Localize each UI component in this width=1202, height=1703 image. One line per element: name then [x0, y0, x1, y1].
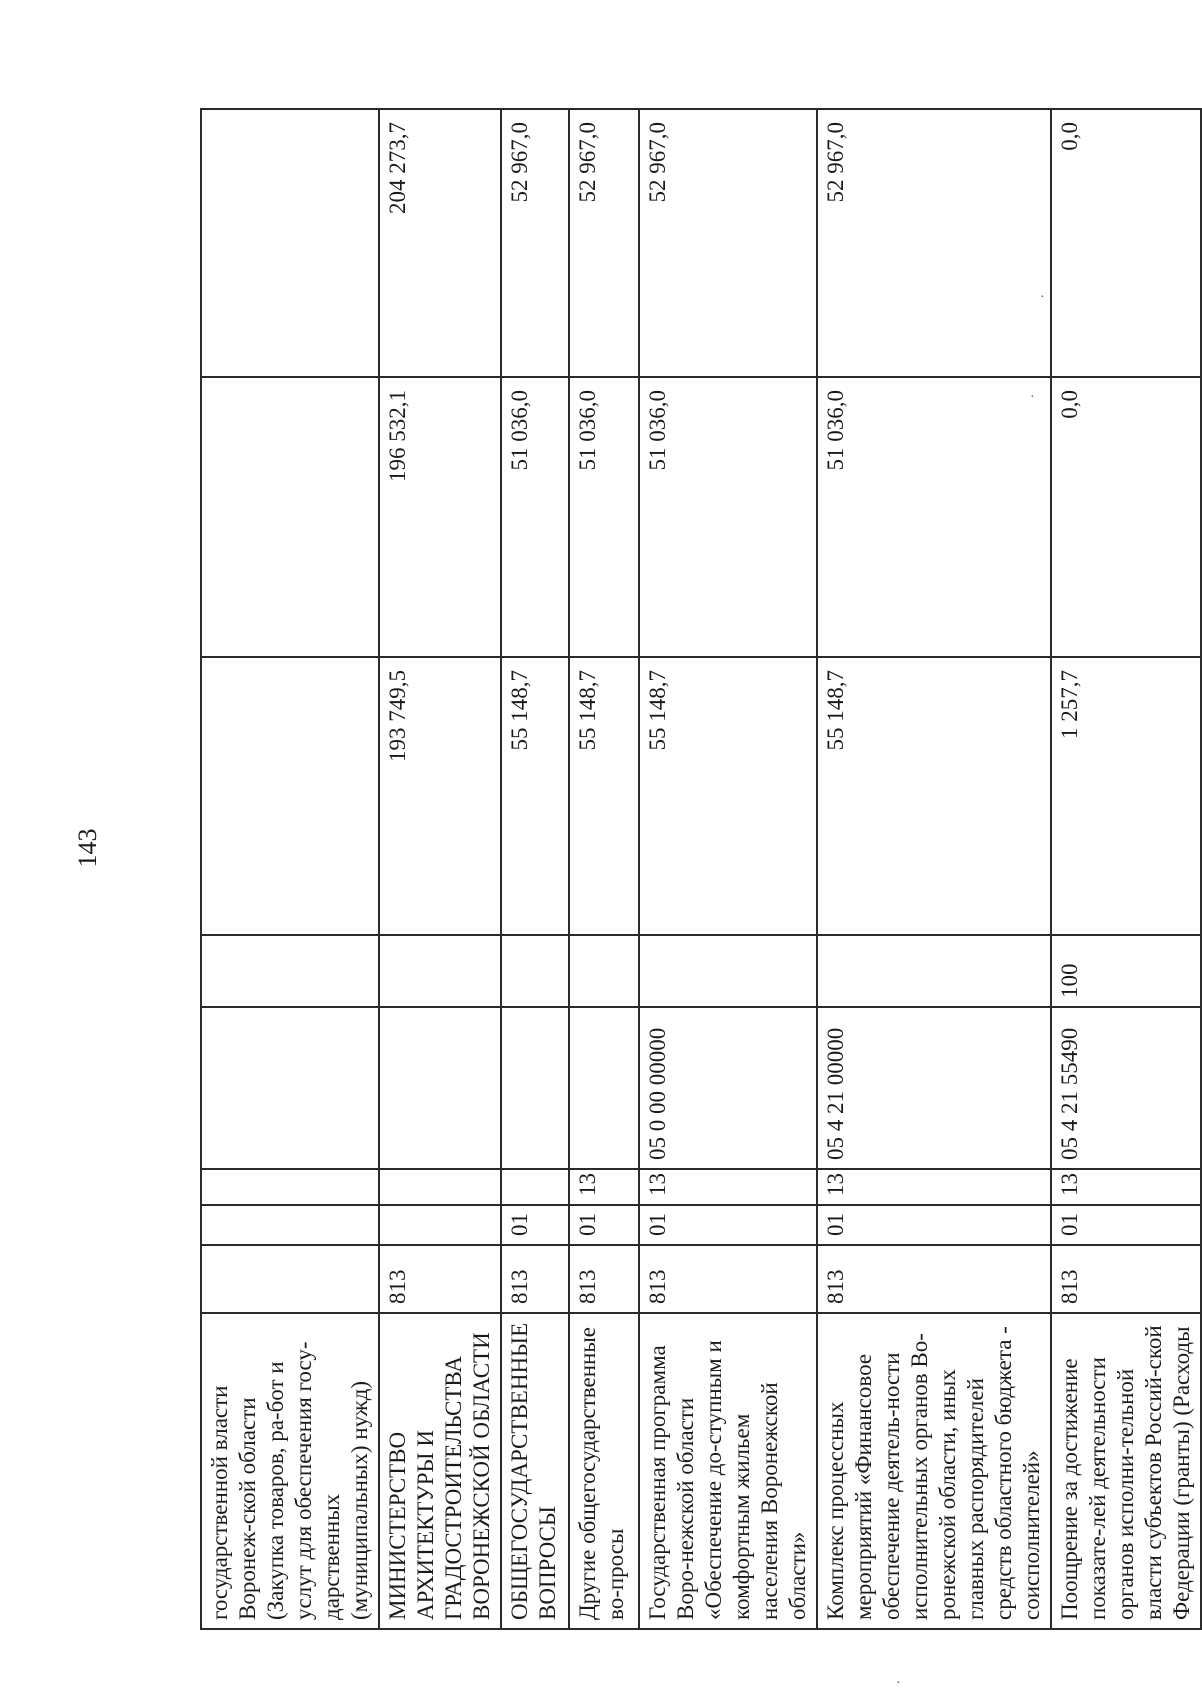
expense-type-cell: 100 [1051, 935, 1201, 1007]
row-name-cell: Другие общегосударственные во-просы [569, 1313, 639, 1629]
section-code-cell: 01 [639, 1205, 817, 1245]
budget-table [200, 108, 1202, 1630]
amount-year2-cell: 196 532,1 [379, 377, 501, 657]
amount-year1-cell: 193 749,5 [379, 657, 501, 935]
section-code-cell [379, 1205, 501, 1245]
target-article-cell: 05 4 21 00000 [817, 1007, 1051, 1169]
expense-type-cell [501, 935, 569, 1007]
amount-year3-cell: 52 967,0 [569, 109, 639, 377]
subsection-code-cell: 13 [817, 1169, 1051, 1205]
expense-type-cell [639, 935, 817, 1007]
table-row [569, 109, 639, 1629]
row-name-cell: ОБЩЕГОСУДАРСТВЕННЫЕ ВОПРОСЫ [501, 1313, 569, 1629]
amount-year2-cell: 0,0 [1051, 377, 1201, 657]
amount-year1-cell [201, 657, 379, 935]
row-name-cell: государственной власти Воронеж-ской области (Закупка товаров, ра-бот и услут для обеспечения госу-дарственных (муниципальных) нужд) [201, 1313, 379, 1629]
grbs-code-cell: 813 [379, 1245, 501, 1313]
section-code-cell: 01 [817, 1205, 1051, 1245]
amount-year2-cell: 51 036,0 [817, 377, 1051, 657]
amount-year1-cell: 55 148,7 [639, 657, 817, 935]
row-name-cell: МИНИСТЕРСТВО АРХИТЕКТУРЫ И ГРАДОСТРОИТЕЛЬСТВА ВОРОНЕЖСКОЙ ОБЛАСТИ [379, 1313, 501, 1629]
amount-year2-cell: 51 036,0 [569, 377, 639, 657]
amount-year2-cell: 51 036,0 [501, 377, 569, 657]
amount-year1-cell: 55 148,7 [569, 657, 639, 935]
target-article-cell: 05 4 21 55490 [1051, 1007, 1201, 1169]
table-row [817, 109, 1051, 1629]
expense-type-cell [569, 935, 639, 1007]
subsection-code-cell: 13 [569, 1169, 639, 1205]
amount-year3-cell: 204 273,7 [379, 109, 501, 377]
amount-year2-cell [201, 377, 379, 657]
subsection-code-cell [501, 1169, 569, 1205]
table-body [201, 109, 1201, 1629]
expense-type-cell [201, 935, 379, 1007]
grbs-code-cell [201, 1245, 379, 1313]
subsection-code-cell [379, 1169, 501, 1205]
target-article-cell: 05 0 00 00000 [639, 1007, 817, 1169]
scan-speck: · [1030, 390, 1035, 405]
target-article-cell [501, 1007, 569, 1169]
expense-type-cell [379, 935, 501, 1007]
grbs-code-cell: 813 [1051, 1245, 1201, 1313]
table-row [639, 109, 817, 1629]
amount-year1-cell: 55 148,7 [817, 657, 1051, 935]
grbs-code-cell: 813 [639, 1245, 817, 1313]
table-row [1051, 109, 1201, 1629]
amount-year1-cell: 1 257,7 [1051, 657, 1201, 935]
section-code-cell [201, 1205, 379, 1245]
target-article-cell [201, 1007, 379, 1169]
subsection-code-cell: 13 [639, 1169, 817, 1205]
table-row [201, 109, 379, 1629]
rotated-table-container [200, 110, 1194, 1630]
row-name-cell: Поощрение за достижение показате-лей деятельности органов исполни-тельной власти субъектов Россий-ской Федерации (гранты) (Расходы [1051, 1313, 1201, 1629]
amount-year3-cell [201, 109, 379, 377]
scan-speck: · [896, 1676, 901, 1691]
target-article-cell [379, 1007, 501, 1169]
grbs-code-cell: 813 [501, 1245, 569, 1313]
amount-year3-cell: 52 967,0 [639, 109, 817, 377]
row-name-cell: Государственная программа Воро-нежской области «Обеспечение до-ступным и комфортным жильем населения Воронежской области» [639, 1313, 817, 1629]
section-code-cell: 01 [501, 1205, 569, 1245]
table-row [501, 109, 569, 1629]
budget-table-wrapper [200, 110, 1194, 1630]
grbs-code-cell: 813 [817, 1245, 1051, 1313]
subsection-code-cell [201, 1169, 379, 1205]
target-article-cell [569, 1007, 639, 1169]
scan-speck: · [1040, 290, 1045, 305]
subsection-code-cell: 13 [1051, 1169, 1201, 1205]
section-code-cell: 01 [1051, 1205, 1201, 1245]
page-number: 143 [73, 828, 102, 868]
grbs-code-cell: 813 [569, 1245, 639, 1313]
section-code-cell: 01 [569, 1205, 639, 1245]
row-name-cell: Комплекс процессных мероприятий «Финансовое обеспечение деятель-ности исполнительных органов Во-ронежской области, иных главных распорядителей средств областного бюджета - соисполнителей» [817, 1313, 1051, 1629]
amount-year3-cell: 52 967,0 [501, 109, 569, 377]
amount-year3-cell: 52 967,0 [817, 109, 1051, 377]
amount-year1-cell: 55 148,7 [501, 657, 569, 935]
amount-year3-cell: 0,0 [1051, 109, 1201, 377]
table-row [379, 109, 501, 1629]
amount-year2-cell: 51 036,0 [639, 377, 817, 657]
expense-type-cell [817, 935, 1051, 1007]
